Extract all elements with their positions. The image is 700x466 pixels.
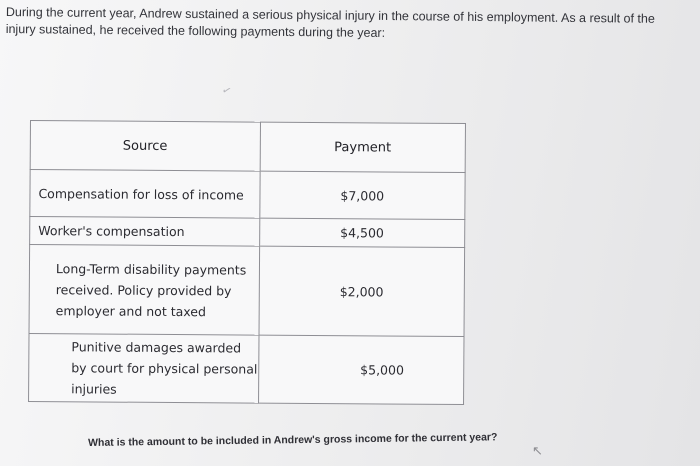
row-payment: $5,000	[258, 335, 464, 404]
payments-table-container	[28, 120, 466, 399]
question-text: What is the amount to be included in Andrew's gross income for the current year?	[88, 431, 498, 449]
header-source: Source	[30, 121, 260, 172]
table-row	[30, 170, 465, 220]
intro-paragraph: During the current year, Andrew sustained a serious physical injury in the course of his employment. As a result of the injury sustained, he received the following payments during the year:	[5, 4, 655, 40]
table-row	[29, 333, 464, 404]
row-payment: $2,000	[259, 246, 465, 336]
table-row	[29, 245, 465, 337]
checkmark-icon: ✓	[220, 83, 233, 99]
mouse-pointer-icon: ↖	[532, 443, 543, 458]
row-source: Compensation for loss of income	[30, 170, 260, 219]
row-source: Punitive damages awarded by court for physical personal injuries	[29, 333, 259, 403]
payments-table	[28, 120, 466, 405]
table-header-row	[30, 121, 465, 173]
table-row	[30, 217, 465, 248]
row-source: Long-Term disability payments received. Policy provided by employer and not taxed	[29, 245, 259, 336]
row-source: Worker's compensation	[30, 217, 260, 247]
header-payment: Payment	[260, 122, 466, 172]
row-payment: $4,500	[259, 218, 465, 247]
row-payment: $7,000	[259, 171, 465, 219]
